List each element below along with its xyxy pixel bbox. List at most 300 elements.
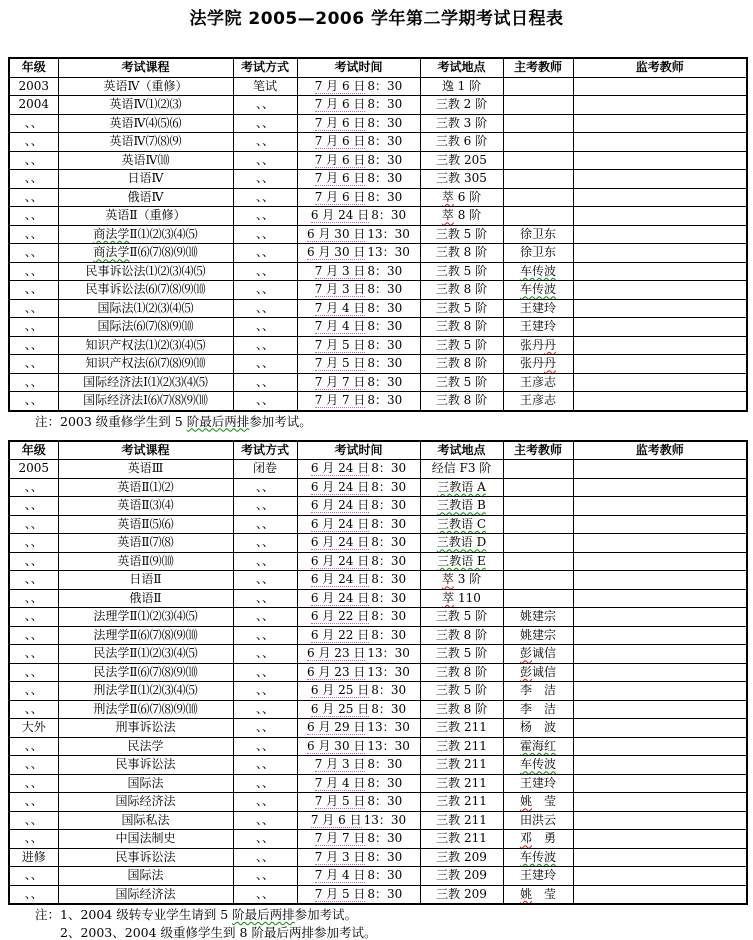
cell-grade: 、、 xyxy=(9,515,58,534)
cell-invigilator xyxy=(573,478,747,497)
cell-invigilator xyxy=(573,793,747,812)
exam-time: 8：30 xyxy=(367,78,403,93)
cell-time xyxy=(297,645,420,664)
exam-time: 8：30 xyxy=(367,757,403,772)
cell-method: 、、 xyxy=(233,719,297,738)
cell-time xyxy=(297,114,420,133)
cell-examiner: 车传波 xyxy=(503,262,573,281)
cell-method: 、、 xyxy=(233,756,297,775)
cell-examiner xyxy=(503,188,573,207)
table-row xyxy=(9,830,747,849)
cell-time xyxy=(297,355,420,374)
table-row xyxy=(9,281,747,300)
table-row xyxy=(9,811,747,830)
exam-date: 7 月 6 日 xyxy=(314,171,366,186)
exam-date: 6 月 24 日 xyxy=(310,516,370,531)
cell-location: 萃 6 阶 xyxy=(420,188,503,207)
cell-grade: 进修 xyxy=(9,848,58,867)
cell-time xyxy=(297,534,420,553)
cell-method: 、、 xyxy=(233,207,297,226)
cell-invigilator xyxy=(573,225,747,244)
cell-examiner xyxy=(503,571,573,590)
exam-date: 7 月 3 日 xyxy=(314,849,366,864)
exam-time: 8：30 xyxy=(371,516,407,531)
cell-method: 笔试 xyxy=(233,77,297,96)
cell-examiner: 邓 勇 xyxy=(503,830,573,849)
cell-examiner: 李 洁 xyxy=(503,700,573,719)
cell-grade: 、、 xyxy=(9,133,58,152)
cell-invigilator xyxy=(573,700,747,719)
cell-location: 经信 F3 阶 xyxy=(420,460,503,479)
cell-examiner xyxy=(503,207,573,226)
cell-method: 、、 xyxy=(233,336,297,355)
table-row xyxy=(9,299,747,318)
cell-invigilator xyxy=(573,645,747,664)
cell-invigilator xyxy=(573,830,747,849)
cell-course: 英语Ⅱ⑶⑷ xyxy=(58,497,233,516)
cell-invigilator xyxy=(573,626,747,645)
cell-grade: 、、 xyxy=(9,336,58,355)
cell-examiner: 王建玲 xyxy=(503,867,573,886)
exam-schedule-table-1 xyxy=(8,57,748,412)
cell-method: 、、 xyxy=(233,571,297,590)
cell-invigilator xyxy=(573,774,747,793)
exam-date: 6 月 30 日 xyxy=(307,245,366,260)
cell-course: 中国法制史 xyxy=(58,830,233,849)
exam-time: 13：30 xyxy=(367,245,410,260)
cell-location: 三教 5 阶 xyxy=(420,336,503,355)
exam-time: 8：30 xyxy=(371,683,407,698)
cell-course: 英语Ⅱ⑺⑻ xyxy=(58,534,233,553)
cell-method: 、、 xyxy=(233,552,297,571)
exam-time: 8：30 xyxy=(367,171,403,186)
cell-method: 、、 xyxy=(233,793,297,812)
cell-grade: 2005 xyxy=(9,460,58,479)
table-body xyxy=(9,460,747,905)
cell-time xyxy=(297,774,420,793)
cell-time xyxy=(297,392,420,411)
exam-time: 8：30 xyxy=(367,794,403,809)
exam-date: 7 月 4 日 xyxy=(314,775,366,790)
cell-time xyxy=(297,460,420,479)
cell-grade: 、、 xyxy=(9,170,58,189)
table-row xyxy=(9,867,747,886)
exam-time: 13：30 xyxy=(367,226,410,241)
exam-time: 8：30 xyxy=(367,886,403,901)
column-header: 年级 xyxy=(9,441,58,460)
cell-course: 英语Ⅳ⑴⑵⑶ xyxy=(58,96,233,115)
cell-time xyxy=(297,336,420,355)
cell-invigilator xyxy=(573,608,747,627)
cell-course: 商法学Ⅱ⑹⑺⑻⑼⑽ xyxy=(58,244,233,263)
cell-grade: 、、 xyxy=(9,737,58,756)
cell-grade: 、、 xyxy=(9,885,58,904)
cell-examiner: 张丹丹 xyxy=(503,355,573,374)
table-row xyxy=(9,645,747,664)
exam-time: 8：30 xyxy=(371,590,407,605)
table-body xyxy=(9,77,747,411)
cell-invigilator xyxy=(573,262,747,281)
cell-time xyxy=(297,188,420,207)
cell-grade: 、、 xyxy=(9,867,58,886)
cell-course: 法理学Ⅱ⑴⑵⑶⑷⑸ xyxy=(58,608,233,627)
cell-location: 三教 205 xyxy=(420,151,503,170)
cell-grade: 、、 xyxy=(9,793,58,812)
cell-invigilator xyxy=(573,534,747,553)
exam-time: 8：30 xyxy=(367,115,403,130)
cell-grade: 、、 xyxy=(9,244,58,263)
cell-course: 知识产权法⑴⑵⑶⑷⑸ xyxy=(58,336,233,355)
cell-examiner: 徐卫东 xyxy=(503,244,573,263)
cell-course: 英语Ⅱ⑸⑹ xyxy=(58,515,233,534)
exam-date: 6 月 30 日 xyxy=(307,738,366,753)
cell-grade: 、、 xyxy=(9,589,58,608)
exam-time: 8：30 xyxy=(367,189,403,204)
cell-course: 英语Ⅳ⑽ xyxy=(58,151,233,170)
exam-date: 6 月 25 日 xyxy=(310,683,370,698)
table-row xyxy=(9,756,747,775)
cell-location: 三教 209 xyxy=(420,885,503,904)
table-row xyxy=(9,460,747,479)
table-1-notes xyxy=(35,414,753,429)
exam-time: 8：30 xyxy=(371,461,407,476)
cell-course: 日语Ⅳ xyxy=(58,170,233,189)
cell-course: 英语Ⅱ（重修） xyxy=(58,207,233,226)
cell-course: 民事诉讼法⑴⑵⑶⑷⑸ xyxy=(58,262,233,281)
table-row xyxy=(9,774,747,793)
cell-location: 三教 5 阶 xyxy=(420,682,503,701)
cell-grade: 、、 xyxy=(9,774,58,793)
cell-grade: 、、 xyxy=(9,114,58,133)
cell-location: 萃 110 xyxy=(420,589,503,608)
cell-location: 三教语 C xyxy=(420,515,503,534)
column-header: 考试地点 xyxy=(420,441,503,460)
exam-time: 8：30 xyxy=(367,374,403,389)
cell-examiner: 姚建宗 xyxy=(503,608,573,627)
cell-grade: 、、 xyxy=(9,225,58,244)
cell-invigilator xyxy=(573,682,747,701)
cell-method: 、、 xyxy=(233,392,297,411)
table-row xyxy=(9,608,747,627)
cell-location: 三教 8 阶 xyxy=(420,355,503,374)
cell-grade: 、、 xyxy=(9,262,58,281)
cell-time xyxy=(297,515,420,534)
exam-date: 7 月 3 日 xyxy=(314,263,366,278)
cell-grade: 、、 xyxy=(9,299,58,318)
cell-location: 逸 1 阶 xyxy=(420,77,503,96)
cell-time xyxy=(297,151,420,170)
exam-date: 7 月 6 日 xyxy=(314,152,366,167)
cell-method: 、、 xyxy=(233,515,297,534)
exam-date: 6 月 24 日 xyxy=(310,208,370,223)
cell-location: 三教 211 xyxy=(420,737,503,756)
column-header: 考试地点 xyxy=(420,58,503,77)
table-row xyxy=(9,848,747,867)
cell-grade: 、、 xyxy=(9,207,58,226)
cell-examiner: 彭诚信 xyxy=(503,645,573,664)
cell-method: 、、 xyxy=(233,497,297,516)
table-row xyxy=(9,534,747,553)
cell-time xyxy=(297,608,420,627)
cell-time xyxy=(297,299,420,318)
cell-examiner xyxy=(503,170,573,189)
cell-method: 、、 xyxy=(233,848,297,867)
exam-date: 6 月 29 日 xyxy=(307,720,366,735)
cell-course: 国际经济法Ⅰ⑹⑺⑻⑼⑽ xyxy=(58,392,233,411)
cell-invigilator xyxy=(573,885,747,904)
exam-date: 6 月 24 日 xyxy=(310,498,370,513)
cell-method: 、、 xyxy=(233,737,297,756)
cell-examiner xyxy=(503,114,573,133)
cell-course: 日语Ⅱ xyxy=(58,571,233,590)
exam-time: 13：30 xyxy=(367,738,410,753)
cell-method: 、、 xyxy=(233,188,297,207)
cell-method: 、、 xyxy=(233,114,297,133)
column-header: 考试方式 xyxy=(233,441,297,460)
cell-examiner xyxy=(503,133,573,152)
cell-grade: 、、 xyxy=(9,478,58,497)
cell-invigilator xyxy=(573,737,747,756)
cell-grade: 、、 xyxy=(9,645,58,664)
cell-grade: 、、 xyxy=(9,392,58,411)
cell-grade: 2004 xyxy=(9,96,58,115)
cell-time xyxy=(297,848,420,867)
cell-location: 三教 8 阶 xyxy=(420,663,503,682)
exam-time: 8：30 xyxy=(371,572,407,587)
column-header: 监考教师 xyxy=(573,58,747,77)
exam-date: 7 月 6 日 xyxy=(310,812,362,827)
table-row xyxy=(9,515,747,534)
exam-date: 7 月 3 日 xyxy=(314,757,366,772)
cell-grade: 、、 xyxy=(9,756,58,775)
table-row xyxy=(9,318,747,337)
cell-examiner xyxy=(503,77,573,96)
exam-date: 6 月 24 日 xyxy=(310,553,370,568)
table-row xyxy=(9,885,747,904)
cell-time xyxy=(297,737,420,756)
table-row xyxy=(9,392,747,411)
cell-examiner: 李 洁 xyxy=(503,682,573,701)
exam-date: 7 月 4 日 xyxy=(314,868,366,883)
cell-location: 三教 3 阶 xyxy=(420,114,503,133)
exam-date: 7 月 6 日 xyxy=(314,78,366,93)
cell-examiner: 王彦志 xyxy=(503,392,573,411)
cell-examiner xyxy=(503,96,573,115)
exam-time: 8：30 xyxy=(367,300,403,315)
table-row xyxy=(9,571,747,590)
cell-examiner xyxy=(503,151,573,170)
cell-grade: 、、 xyxy=(9,355,58,374)
cell-invigilator xyxy=(573,336,747,355)
cell-invigilator xyxy=(573,77,747,96)
cell-time xyxy=(297,589,420,608)
cell-location: 三教语 B xyxy=(420,497,503,516)
cell-method: 、、 xyxy=(233,262,297,281)
cell-examiner: 徐卫东 xyxy=(503,225,573,244)
cell-location: 三教语 D xyxy=(420,534,503,553)
table-row xyxy=(9,478,747,497)
cell-invigilator xyxy=(573,589,747,608)
table-2-notes xyxy=(35,907,753,940)
cell-invigilator xyxy=(573,867,747,886)
cell-method: 、、 xyxy=(233,811,297,830)
cell-location: 三教语 A xyxy=(420,478,503,497)
cell-time xyxy=(297,318,420,337)
exam-time: 8：30 xyxy=(371,208,407,223)
cell-grade: 、、 xyxy=(9,830,58,849)
table-row xyxy=(9,700,747,719)
exam-time: 8：30 xyxy=(371,627,407,642)
cell-method: 、、 xyxy=(233,225,297,244)
cell-examiner: 王建玲 xyxy=(503,299,573,318)
cell-grade: 、、 xyxy=(9,188,58,207)
footnote: 注：2003 级重修学生到 5 阶最后两排参加考试。 xyxy=(35,413,312,429)
cell-examiner xyxy=(503,478,573,497)
exam-time: 8：30 xyxy=(367,134,403,149)
table-row xyxy=(9,793,747,812)
cell-location: 三教 209 xyxy=(420,867,503,886)
cell-invigilator xyxy=(573,811,747,830)
cell-course: 国际私法 xyxy=(58,811,233,830)
table-row xyxy=(9,355,747,374)
table-row xyxy=(9,114,747,133)
exam-time: 13：30 xyxy=(367,646,410,661)
cell-location: 三教 211 xyxy=(420,719,503,738)
table-row xyxy=(9,188,747,207)
cell-location: 三教 5 阶 xyxy=(420,373,503,392)
cell-examiner: 车传波 xyxy=(503,281,573,300)
cell-grade: 、、 xyxy=(9,552,58,571)
cell-invigilator xyxy=(573,318,747,337)
cell-method: 、、 xyxy=(233,645,297,664)
cell-location: 三教 5 阶 xyxy=(420,299,503,318)
cell-time xyxy=(297,262,420,281)
exam-date: 7 月 4 日 xyxy=(314,300,366,315)
cell-method: 、、 xyxy=(233,373,297,392)
cell-time xyxy=(297,626,420,645)
table-row xyxy=(9,133,747,152)
cell-invigilator xyxy=(573,151,747,170)
table-row xyxy=(9,719,747,738)
cell-course: 国际法⑴⑵⑶⑷⑸ xyxy=(58,299,233,318)
cell-method: 、、 xyxy=(233,700,297,719)
cell-invigilator xyxy=(573,299,747,318)
exam-time: 8：30 xyxy=(367,356,403,371)
cell-location: 三教 8 阶 xyxy=(420,700,503,719)
page-title: 法学院 2005—2006 学年第二学期考试日程表 xyxy=(189,9,564,29)
exam-time: 8：30 xyxy=(371,498,407,513)
cell-invigilator xyxy=(573,719,747,738)
cell-method: 、、 xyxy=(233,867,297,886)
cell-grade: 、、 xyxy=(9,318,58,337)
cell-time xyxy=(297,170,420,189)
table-row xyxy=(9,626,747,645)
exam-schedule-table-2 xyxy=(8,440,748,906)
cell-location: 萃 8 阶 xyxy=(420,207,503,226)
cell-grade: 2003 xyxy=(9,77,58,96)
exam-time: 13：30 xyxy=(367,664,410,679)
exam-time: 8：30 xyxy=(371,553,407,568)
cell-location: 三教 2 阶 xyxy=(420,96,503,115)
cell-course: 民法学 xyxy=(58,737,233,756)
cell-invigilator xyxy=(573,170,747,189)
exam-date: 6 月 24 日 xyxy=(310,572,370,587)
exam-date: 7 月 6 日 xyxy=(314,115,366,130)
table-header xyxy=(9,58,747,77)
exam-date: 7 月 5 日 xyxy=(314,886,366,901)
exam-time: 8：30 xyxy=(371,701,407,716)
exam-date: 7 月 3 日 xyxy=(314,282,366,297)
cell-grade: 、、 xyxy=(9,281,58,300)
cell-time xyxy=(297,207,420,226)
cell-invigilator xyxy=(573,355,747,374)
cell-grade: 、、 xyxy=(9,663,58,682)
cell-method: 、、 xyxy=(233,318,297,337)
cell-course: 英语Ⅱ⑴⑵ xyxy=(58,478,233,497)
cell-location: 萃 3 阶 xyxy=(420,571,503,590)
cell-examiner: 彭诚信 xyxy=(503,663,573,682)
cell-grade: 、、 xyxy=(9,571,58,590)
cell-course: 商法学Ⅱ⑴⑵⑶⑷⑸ xyxy=(58,225,233,244)
cell-time xyxy=(297,682,420,701)
exam-date: 6 月 25 日 xyxy=(310,701,370,716)
cell-location: 三教 209 xyxy=(420,848,503,867)
cell-grade: 、、 xyxy=(9,700,58,719)
exam-time: 8：30 xyxy=(371,609,407,624)
exam-date: 6 月 22 日 xyxy=(310,627,370,642)
table-row xyxy=(9,170,747,189)
exam-time: 8：30 xyxy=(367,152,403,167)
exam-time: 13：30 xyxy=(363,812,407,827)
cell-examiner: 张丹丹 xyxy=(503,336,573,355)
cell-method: 、、 xyxy=(233,534,297,553)
cell-time xyxy=(297,244,420,263)
cell-examiner: 霍海红 xyxy=(503,737,573,756)
cell-method: 、、 xyxy=(233,774,297,793)
exam-date: 7 月 5 日 xyxy=(314,794,366,809)
cell-grade: 、、 xyxy=(9,534,58,553)
cell-grade: 、、 xyxy=(9,151,58,170)
column-header: 主考教师 xyxy=(503,441,573,460)
exam-date: 7 月 6 日 xyxy=(314,97,366,112)
cell-course: 法理学Ⅱ⑹⑺⑻⑼⑽ xyxy=(58,626,233,645)
cell-course: 英语Ⅳ⑷⑸⑹ xyxy=(58,114,233,133)
cell-method: 、、 xyxy=(233,626,297,645)
cell-grade: 、、 xyxy=(9,497,58,516)
table-row xyxy=(9,151,747,170)
cell-time xyxy=(297,700,420,719)
cell-invigilator xyxy=(573,114,747,133)
cell-examiner: 王建玲 xyxy=(503,774,573,793)
table-row xyxy=(9,207,747,226)
cell-method: 、、 xyxy=(233,151,297,170)
exam-date: 6 月 24 日 xyxy=(310,590,370,605)
cell-location: 三教 8 阶 xyxy=(420,626,503,645)
cell-location: 三教语 E xyxy=(420,552,503,571)
table-row xyxy=(9,682,747,701)
cell-location: 三教 8 阶 xyxy=(420,392,503,411)
table-row xyxy=(9,225,747,244)
cell-course: 国际经济法 xyxy=(58,793,233,812)
table-row xyxy=(9,336,747,355)
cell-course: 国际法 xyxy=(58,774,233,793)
cell-invigilator xyxy=(573,244,747,263)
cell-method: 、、 xyxy=(233,299,297,318)
exam-time: 8：30 xyxy=(367,831,403,846)
column-header: 考试时间 xyxy=(297,441,420,460)
exam-time: 8：30 xyxy=(367,319,403,334)
cell-course: 民事诉讼法⑹⑺⑻⑼⑽ xyxy=(58,281,233,300)
